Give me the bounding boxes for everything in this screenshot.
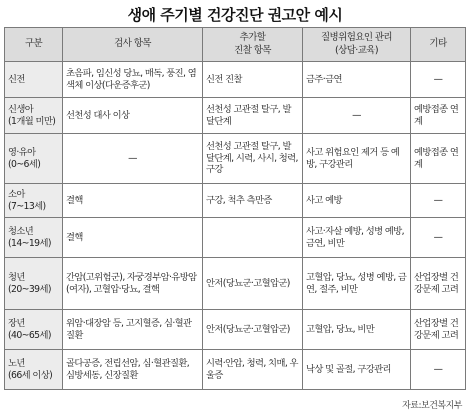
table-row <box>5 310 466 350</box>
row-additional-exam: 신전 진찰 <box>203 62 303 98</box>
row-risk-management: — <box>303 98 411 134</box>
row-category: 청소년 (14~19세) <box>5 218 63 258</box>
row-risk-management: 고혈압, 당뇨, 성병 예방, 금연, 절주, 비만 <box>303 258 411 310</box>
row-risk-management: 사고 예방 <box>303 184 411 218</box>
row-test-items: 간암(고위험군), 자궁경부암·유방암(여자), 고혈압·당뇨, 결핵 <box>63 258 203 310</box>
row-additional-exam: 선천성 고관절 탈구, 발달단계, 시력, 사시, 청력, 구강 <box>203 134 303 184</box>
row-other: — <box>411 62 466 98</box>
table-row <box>5 258 466 310</box>
row-other: — <box>411 218 466 258</box>
row-test-items: 결핵 <box>63 184 203 218</box>
row-category: 노년 (66세 이상) <box>5 350 63 390</box>
table-row <box>5 134 466 184</box>
row-other: — <box>411 184 466 218</box>
row-other: 예방접종 연계 <box>411 98 466 134</box>
health-checkup-table <box>4 27 466 390</box>
row-other: — <box>411 350 466 390</box>
table-row <box>5 98 466 134</box>
row-risk-management: 고혈압, 당뇨, 비만 <box>303 310 411 350</box>
row-test-items: 위암·대장암 등, 고지혈증, 심·혈관질환 <box>63 310 203 350</box>
header-risk-management: 질병위험요인 관리 (상담·교육) <box>303 28 411 62</box>
row-risk-management: 낙상 및 골절, 구강관리 <box>303 350 411 390</box>
row-test-items: — <box>63 134 203 184</box>
table-row <box>5 184 466 218</box>
header-test-items: 검사 항목 <box>63 28 203 62</box>
row-category: 장년 (40~65세) <box>5 310 63 350</box>
row-test-items: 선천성 대사 이상 <box>63 98 203 134</box>
row-risk-management: 금주·금연 <box>303 62 411 98</box>
row-additional-exam: 구강, 척추 측만증 <box>203 184 303 218</box>
row-additional-exam: 안저(당뇨군·고혈압군) <box>203 310 303 350</box>
header-category: 구분 <box>5 28 63 62</box>
row-risk-management: 사고·자살 예방, 성병 예방, 금연, 비만 <box>303 218 411 258</box>
row-additional-exam <box>203 218 303 258</box>
table-header-row <box>5 28 466 62</box>
row-additional-exam: 시력·안압, 청력, 치매, 우울증 <box>203 350 303 390</box>
row-category: 영·유아 (0~6세) <box>5 134 63 184</box>
row-test-items: 결핵 <box>63 218 203 258</box>
table-row <box>5 218 466 258</box>
header-other: 기타 <box>411 28 466 62</box>
row-other: 예방접종 연계 <box>411 134 466 184</box>
header-additional-exam: 추가할 진찰 항목 <box>203 28 303 62</box>
source-note: 자료:보건복지부 <box>402 401 462 411</box>
row-other: 산업장별 건강문제 고려 <box>411 258 466 310</box>
row-category: 청년 (20~39세) <box>5 258 63 310</box>
row-test-items: 초음파, 임신성 당뇨, 매독, 풍진, 염색체 이상(다운증후군) <box>63 62 203 98</box>
row-risk-management: 사고 위험요인 제거 등 예방, 구강관리 <box>303 134 411 184</box>
row-other: 산업장별 건강문제 고려 <box>411 310 466 350</box>
row-category: 신생아 (1개월 미만) <box>5 98 63 134</box>
row-category: 신전 <box>5 62 63 98</box>
row-additional-exam: 안저(당뇨군·고혈압군) <box>203 258 303 310</box>
row-additional-exam: 선천성 고관절 탈구, 발달단계 <box>203 98 303 134</box>
row-test-items: 골다공증, 전립선암, 심·혈관질환, 심방세동, 신장질환 <box>63 350 203 390</box>
table-row <box>5 350 466 390</box>
page-title: 생애 주기별 건강진단 권고안 예시 <box>127 6 343 24</box>
row-category: 소아 (7~13세) <box>5 184 63 218</box>
table-row <box>5 62 466 98</box>
